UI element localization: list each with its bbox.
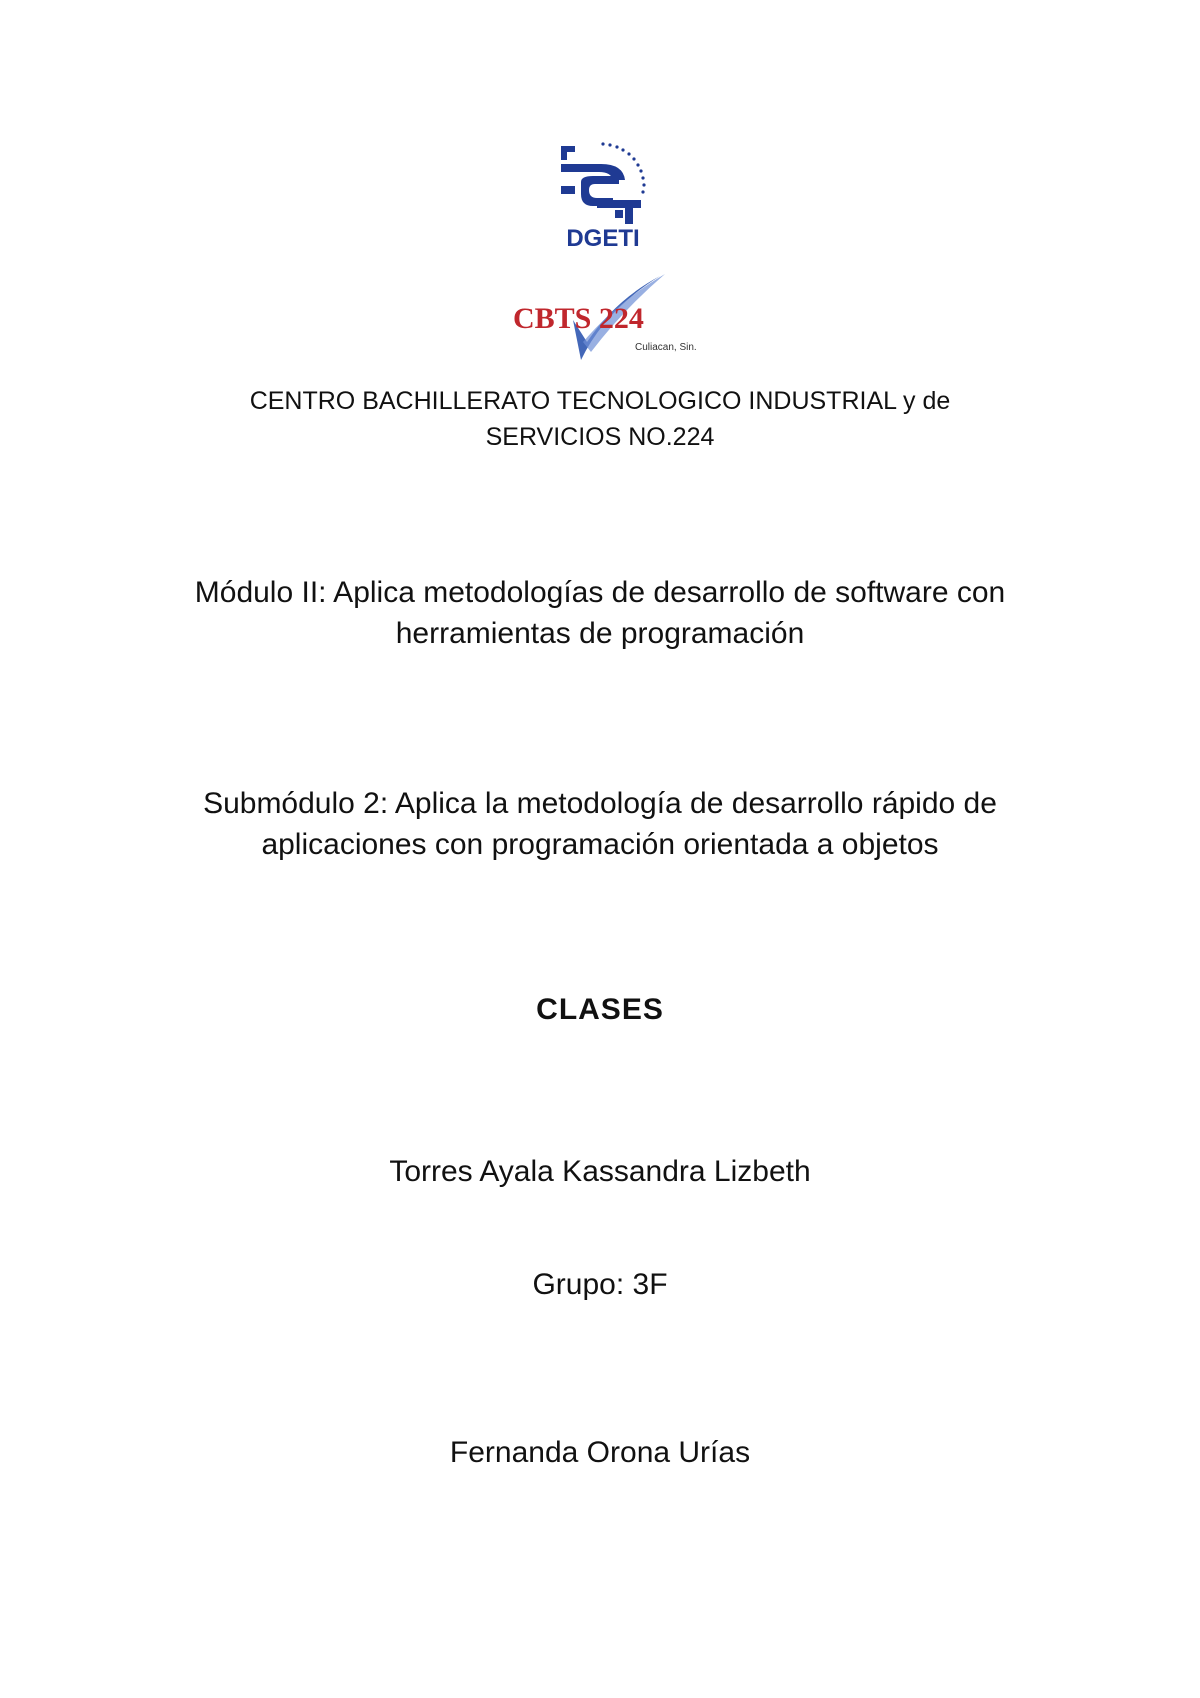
submodule-line-1: Submódulo 2: Aplica la metodología de desarrollo rápido de — [203, 787, 997, 820]
module-line-2: herramientas de programación — [395, 617, 805, 650]
cbts-logo-subtext: Culiacan, Sin. — [635, 342, 697, 353]
module-title — [0, 572, 1200, 654]
module-line-1: Módulo II: Aplica metodologías de desarrollo de software con — [194, 576, 1006, 609]
dgeti-logo-text: DGETI — [566, 225, 640, 252]
student-name: Torres Ayala Kassandra Lizbeth — [389, 1155, 811, 1188]
document-title: CLASES — [536, 993, 664, 1026]
submodule-line-2: aplicaciones con programación orientada a objetos — [261, 828, 939, 861]
institution-line-2: SERVICIOS NO.224 — [485, 423, 715, 451]
dgeti-logo-icon — [553, 140, 653, 255]
group-label: Grupo: 3F — [532, 1268, 668, 1301]
teacher-name: Fernanda Orona Urías — [449, 1436, 751, 1469]
institution-name — [0, 383, 1200, 455]
institution-line-1: CENTRO BACHILLERATO TECNOLOGICO INDUSTRIAL y de — [249, 387, 951, 415]
cbts-logo-icon — [505, 270, 705, 370]
cbts-logo-text: CBTS 224 — [513, 302, 644, 335]
submodule-title — [0, 783, 1200, 865]
